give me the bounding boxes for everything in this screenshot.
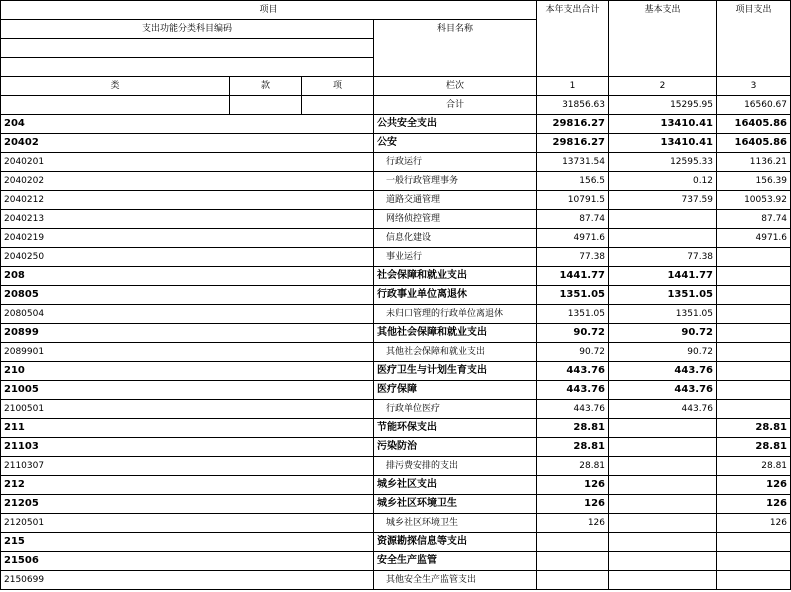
header-col-2: 2 (609, 77, 717, 96)
row-project: 1136.21 (717, 153, 791, 172)
row-code: 2040201 (1, 153, 374, 172)
row-basic (609, 552, 717, 571)
row-code: 2089901 (1, 343, 374, 362)
row-total: 126 (537, 514, 609, 533)
row-name: 社会保障和就业支出 (374, 267, 537, 286)
row-project: 28.81 (717, 457, 791, 476)
row-code: 2120501 (1, 514, 374, 533)
row-project: 28.81 (717, 419, 791, 438)
row-total: 28.81 (537, 457, 609, 476)
row-code: 21005 (1, 381, 374, 400)
table-row (1, 210, 791, 229)
row-total: 90.72 (537, 324, 609, 343)
row-project (717, 286, 791, 305)
row-basic (609, 210, 717, 229)
row-total: 29816.27 (537, 115, 609, 134)
header-spacer (1, 58, 374, 77)
total-label: 合计 (374, 96, 537, 115)
row-name: 事业运行 (374, 248, 537, 267)
row-code: 21205 (1, 495, 374, 514)
row-basic (609, 476, 717, 495)
row-name: 资源勘探信息等支出 (374, 533, 537, 552)
row-project (717, 343, 791, 362)
row-name: 城乡社区环境卫生 (374, 514, 537, 533)
row-name: 网络侦控管理 (374, 210, 537, 229)
row-name: 其他安全生产监管支出 (374, 571, 537, 590)
row-code: 21103 (1, 438, 374, 457)
header-kuan: 款 (230, 77, 302, 96)
row-total: 29816.27 (537, 134, 609, 153)
row-total (537, 533, 609, 552)
row-total: 13731.54 (537, 153, 609, 172)
row-project (717, 400, 791, 419)
row-total: 443.76 (537, 381, 609, 400)
row-total: 126 (537, 476, 609, 495)
table-row (1, 343, 791, 362)
row-basic: 77.38 (609, 248, 717, 267)
row-code: 211 (1, 419, 374, 438)
row-project (717, 324, 791, 343)
header-project: 项目 (1, 1, 537, 20)
row-code: 212 (1, 476, 374, 495)
header-col-3: 3 (717, 77, 791, 96)
total-project: 16560.67 (717, 96, 791, 115)
row-total: 87.74 (537, 210, 609, 229)
table-row (1, 172, 791, 191)
row-code: 2040202 (1, 172, 374, 191)
row-name: 节能环保支出 (374, 419, 537, 438)
table-row (1, 381, 791, 400)
row-code: 2040219 (1, 229, 374, 248)
row-basic (609, 495, 717, 514)
row-total: 4971.6 (537, 229, 609, 248)
row-name: 城乡社区支出 (374, 476, 537, 495)
row-total: 28.81 (537, 438, 609, 457)
row-code: 2150699 (1, 571, 374, 590)
header-spacer (1, 39, 374, 58)
row-basic (609, 419, 717, 438)
table-row (1, 229, 791, 248)
header-basic: 基本支出 (609, 1, 717, 77)
row-total: 28.81 (537, 419, 609, 438)
row-code: 215 (1, 533, 374, 552)
row-basic (609, 438, 717, 457)
row-basic: 90.72 (609, 343, 717, 362)
row-project (717, 362, 791, 381)
row-code: 2080504 (1, 305, 374, 324)
row-name: 未归口管理的行政单位离退休 (374, 305, 537, 324)
row-project (717, 305, 791, 324)
table-row (1, 419, 791, 438)
table-row (1, 362, 791, 381)
table-row (1, 457, 791, 476)
table-row (1, 286, 791, 305)
header-col-1: 1 (537, 77, 609, 96)
header-total: 本年支出合计 (537, 1, 609, 77)
row-project (717, 552, 791, 571)
row-name: 其他社会保障和就业支出 (374, 324, 537, 343)
row-total: 1351.05 (537, 305, 609, 324)
row-total: 443.76 (537, 400, 609, 419)
row-basic: 443.76 (609, 400, 717, 419)
row-basic: 443.76 (609, 381, 717, 400)
row-basic: 737.59 (609, 191, 717, 210)
total-row (1, 96, 791, 115)
row-total: 10791.5 (537, 191, 609, 210)
total-amount: 31856.63 (537, 96, 609, 115)
table-row (1, 495, 791, 514)
row-total: 443.76 (537, 362, 609, 381)
row-name: 污染防治 (374, 438, 537, 457)
table-row (1, 248, 791, 267)
table-row (1, 267, 791, 286)
table-row (1, 153, 791, 172)
row-code: 20899 (1, 324, 374, 343)
row-code: 2040212 (1, 191, 374, 210)
table-row (1, 476, 791, 495)
row-project: 126 (717, 476, 791, 495)
row-code: 21506 (1, 552, 374, 571)
row-total: 90.72 (537, 343, 609, 362)
header-lanci: 栏次 (374, 77, 537, 96)
row-name: 行政单位医疗 (374, 400, 537, 419)
row-basic: 443.76 (609, 362, 717, 381)
row-basic: 13410.41 (609, 115, 717, 134)
row-name: 其他社会保障和就业支出 (374, 343, 537, 362)
table-row (1, 115, 791, 134)
row-basic: 1351.05 (609, 286, 717, 305)
table-row (1, 552, 791, 571)
row-total: 77.38 (537, 248, 609, 267)
row-project: 10053.92 (717, 191, 791, 210)
row-project: 16405.86 (717, 115, 791, 134)
header-func-code: 支出功能分类科目编码 (1, 20, 374, 39)
total-basic: 15295.95 (609, 96, 717, 115)
row-name: 公安 (374, 134, 537, 153)
row-total (537, 571, 609, 590)
row-code: 2100501 (1, 400, 374, 419)
row-basic: 13410.41 (609, 134, 717, 153)
table-row (1, 438, 791, 457)
row-project: 87.74 (717, 210, 791, 229)
table-row (1, 400, 791, 419)
row-basic: 1441.77 (609, 267, 717, 286)
row-basic (609, 514, 717, 533)
row-project: 4971.6 (717, 229, 791, 248)
row-name: 行政事业单位离退休 (374, 286, 537, 305)
table-row (1, 571, 791, 590)
row-project: 28.81 (717, 438, 791, 457)
table-row (1, 324, 791, 343)
table-row (1, 134, 791, 153)
row-name: 城乡社区环境卫生 (374, 495, 537, 514)
row-name: 道路交通管理 (374, 191, 537, 210)
table-row (1, 191, 791, 210)
row-basic (609, 571, 717, 590)
row-name: 一般行政管理事务 (374, 172, 537, 191)
row-basic: 0.12 (609, 172, 717, 191)
header-xiang: 项 (302, 77, 374, 96)
row-total: 156.5 (537, 172, 609, 191)
table-row (1, 514, 791, 533)
row-code: 20805 (1, 286, 374, 305)
row-code: 204 (1, 115, 374, 134)
row-project: 156.39 (717, 172, 791, 191)
row-name: 医疗卫生与计划生育支出 (374, 362, 537, 381)
row-project (717, 381, 791, 400)
row-project: 16405.86 (717, 134, 791, 153)
row-project (717, 571, 791, 590)
row-project (717, 267, 791, 286)
table-row (1, 305, 791, 324)
row-project (717, 533, 791, 552)
row-name: 医疗保障 (374, 381, 537, 400)
row-total: 126 (537, 495, 609, 514)
row-name: 安全生产监管 (374, 552, 537, 571)
row-name: 公共安全支出 (374, 115, 537, 134)
header-subject-name: 科目名称 (374, 20, 537, 77)
row-code: 2110307 (1, 457, 374, 476)
row-basic (609, 457, 717, 476)
row-total (537, 552, 609, 571)
header-lei: 类 (1, 77, 230, 96)
row-code: 2040213 (1, 210, 374, 229)
row-code: 2040250 (1, 248, 374, 267)
table-row (1, 533, 791, 552)
row-basic (609, 533, 717, 552)
row-basic: 12595.33 (609, 153, 717, 172)
row-code: 208 (1, 267, 374, 286)
row-project: 126 (717, 514, 791, 533)
row-project (717, 248, 791, 267)
header-project-expense: 项目支出 (717, 1, 791, 77)
row-name: 信息化建设 (374, 229, 537, 248)
row-total: 1351.05 (537, 286, 609, 305)
row-name: 行政运行 (374, 153, 537, 172)
row-code: 20402 (1, 134, 374, 153)
row-name: 排污费安排的支出 (374, 457, 537, 476)
row-basic: 1351.05 (609, 305, 717, 324)
row-basic: 90.72 (609, 324, 717, 343)
row-basic (609, 229, 717, 248)
row-total: 1441.77 (537, 267, 609, 286)
row-code: 210 (1, 362, 374, 381)
row-project: 126 (717, 495, 791, 514)
